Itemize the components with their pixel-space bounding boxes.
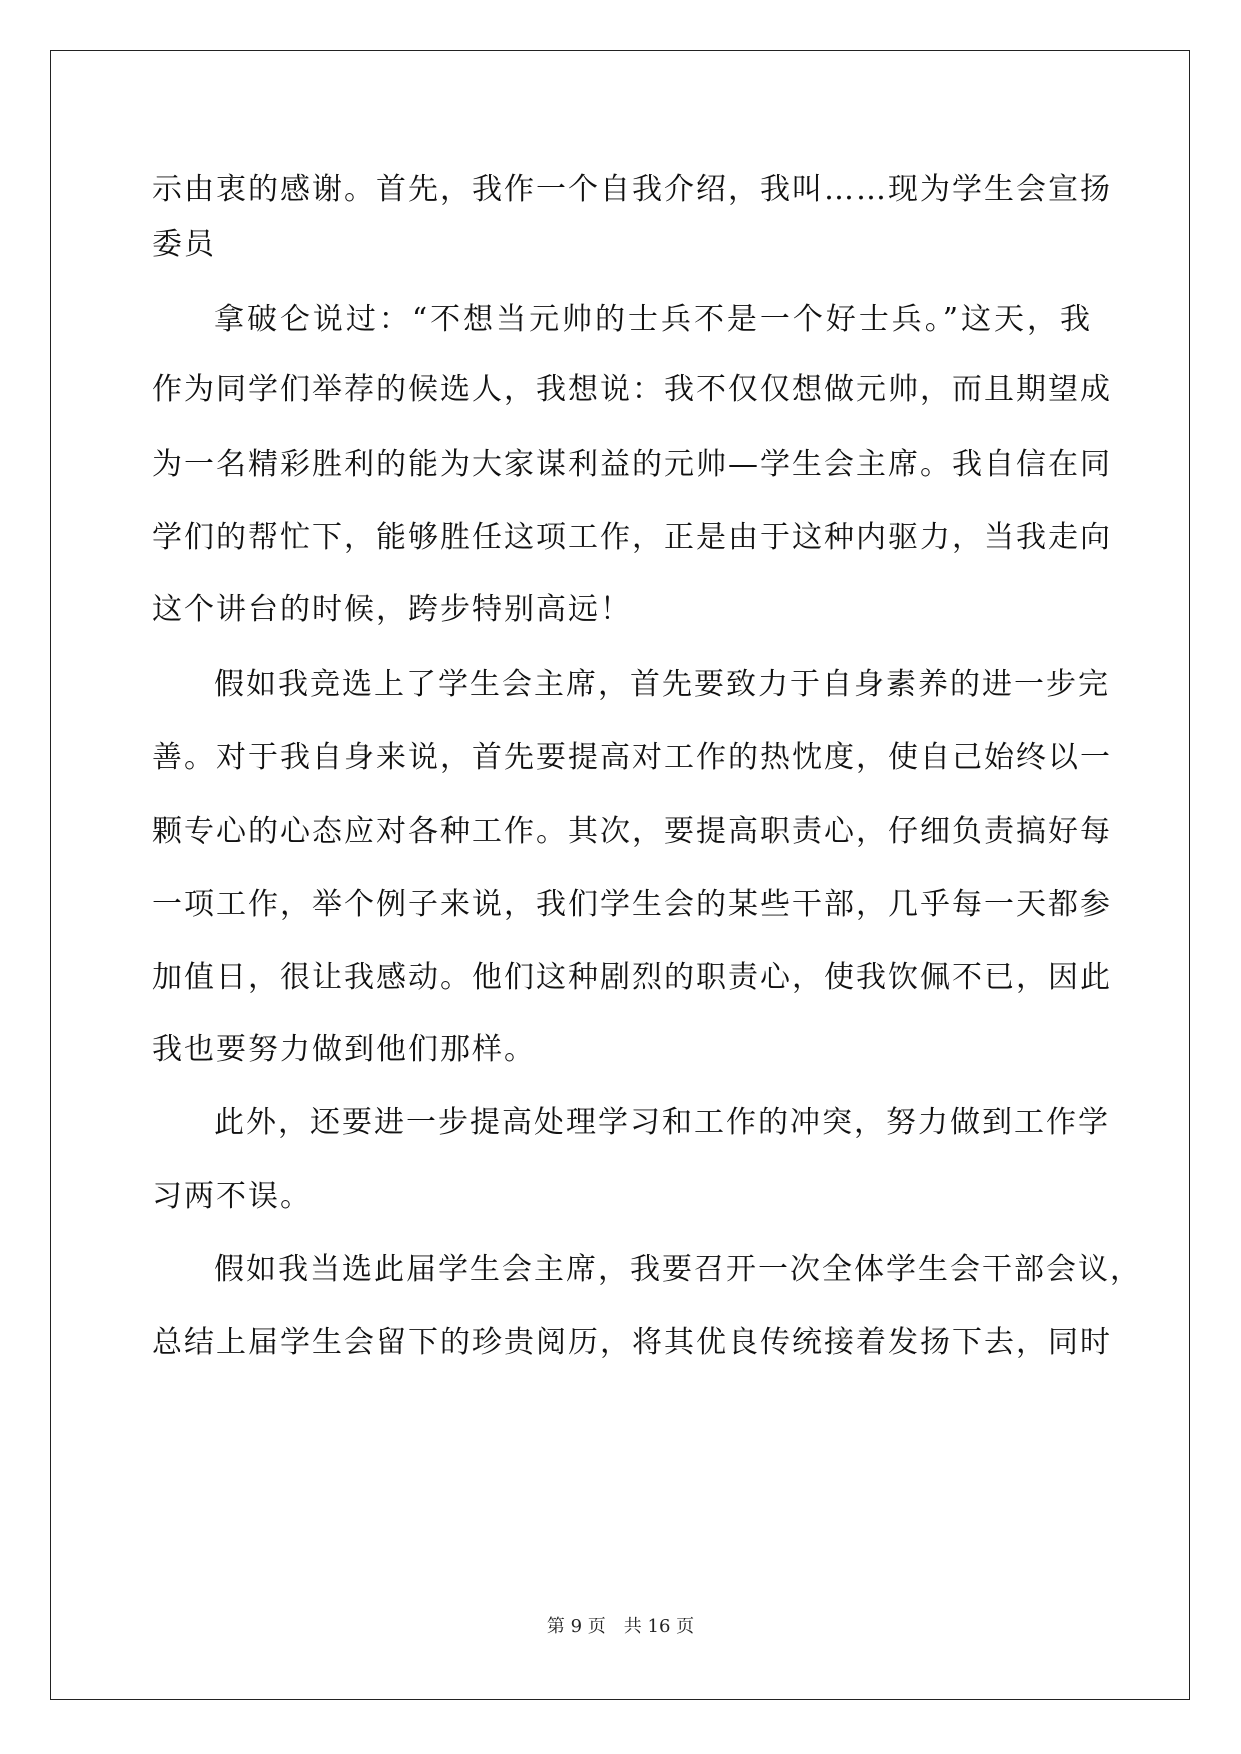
page-number-footer: 第 9 页 共 16 页 [546, 1616, 695, 1637]
paragraph-first-line: 此外，还要进一步提高处理学习和工作的冲突，努力做到工作学 [214, 1105, 1110, 1140]
text-line: 总结上届学生会留下的珍贵阅历，将其优良传统接着发扬下去，同时 [152, 1325, 1112, 1360]
text-line: 委员 [152, 227, 216, 262]
text-line: 作为同学们举荐的候选人，我想说：我不仅仅想做元帅，而且期望成 [152, 372, 1112, 407]
paragraph-first-line: 拿破仑说过：“不想当元帅的士兵不是一个好士兵。”这天，我 [214, 302, 1092, 337]
text-line: 这个讲台的时候，跨步特别高远！ [152, 592, 632, 627]
paragraph-first-line: 假如我当选此届学生会主席，我要召开一次全体学生会干部会议， [214, 1252, 1142, 1287]
text-line: 习两不误。 [152, 1179, 312, 1214]
text-line: 一项工作，举个例子来说，我们学生会的某些干部，几乎每一天都参 [152, 887, 1112, 922]
text-line: 善。对于我自身来说，首先要提高对工作的热忱度，使自己始终以一 [152, 740, 1112, 775]
text-line: 我也要努力做到他们那样。 [152, 1032, 536, 1067]
text-line: 示由衷的感谢。首先，我作一个自我介绍，我叫……现为学生会宣扬 [152, 172, 1112, 207]
page-border [50, 50, 1190, 1700]
text-line: 颗专心的心态应对各种工作。其次，要提高职责心，仔细负责搞好每 [152, 814, 1112, 849]
text-line: 学们的帮忙下，能够胜任这项工作，正是由于这种内驱力，当我走向 [152, 520, 1112, 555]
text-line: 为一名精彩胜利的能为大家谋利益的元帅—学生会主席。我自信在同 [152, 447, 1112, 482]
paragraph-first-line: 假如我竞选上了学生会主席，首先要致力于自身素养的进一步完 [214, 667, 1110, 702]
text-line: 加值日，很让我感动。他们这种剧烈的职责心，使我饮佩不已，因此 [152, 960, 1112, 995]
